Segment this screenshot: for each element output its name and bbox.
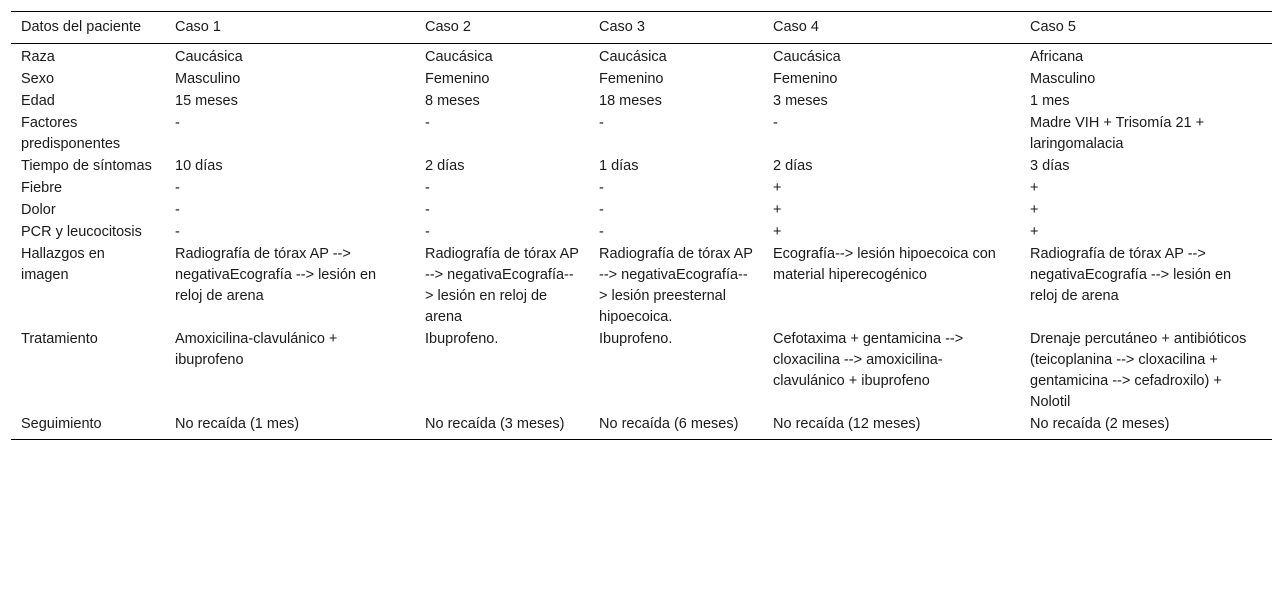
- table-cell: -: [425, 224, 430, 240]
- table-cell: Radiografía de tórax AP --> negativaEcografía--> lesión preesternal hipoecoica.: [599, 246, 753, 325]
- table-cell: Caucásica: [425, 49, 493, 65]
- table-cell: -: [175, 180, 180, 196]
- table-cell: Caucásica: [773, 49, 841, 65]
- table-cell: 1 días: [599, 158, 639, 174]
- table-cell: -: [599, 224, 604, 240]
- table-cell: Femenino: [425, 71, 490, 87]
- table-cell: Femenino: [599, 71, 664, 87]
- table-cell: -: [425, 180, 430, 196]
- table-cell: -: [599, 202, 604, 218]
- table-row: [11, 112, 1272, 155]
- header-case-3: Caso 3: [599, 19, 645, 35]
- table-cell: No recaída (3 meses): [425, 416, 565, 432]
- table-cell: 2 días: [773, 158, 813, 174]
- table-cell: +: [773, 180, 782, 196]
- header-case-5: Caso 5: [1030, 19, 1076, 35]
- table-row: [11, 90, 1272, 112]
- table-cell: 2 días: [425, 158, 465, 174]
- row-label: Fiebre: [21, 180, 63, 196]
- table-cell: Masculino: [1030, 71, 1096, 87]
- table-cell: Madre VIH + Trisomía 21 + laringomalacia: [1030, 115, 1205, 152]
- table-cell: No recaída (12 meses): [773, 416, 921, 432]
- row-label: PCR y leucocitosis: [21, 224, 142, 240]
- table-cell: Radiografía de tórax AP --> negativaEcografía --> lesión en reloj de arena: [175, 246, 377, 304]
- row-label: Sexo: [21, 71, 55, 87]
- table-row: [11, 177, 1272, 199]
- header-case-2: Caso 2: [425, 19, 471, 35]
- table-cell: 8 meses: [425, 93, 480, 109]
- table-row: [11, 328, 1272, 413]
- table-cell: +: [1030, 224, 1039, 240]
- table-cell: -: [175, 202, 180, 218]
- table-cell: -: [599, 115, 604, 131]
- table-cell: 18 meses: [599, 93, 662, 109]
- table-cell: 15 meses: [175, 93, 238, 109]
- row-label: Tiempo de síntomas: [21, 158, 152, 174]
- table-cell: Femenino: [773, 71, 838, 87]
- table-cell: Caucásica: [175, 49, 243, 65]
- header-case-1: Caso 1: [175, 19, 221, 35]
- table-cell: No recaída (1 mes): [175, 416, 300, 432]
- table-row: [11, 44, 1272, 69]
- table-cell: +: [1030, 180, 1039, 196]
- table-cell: Masculino: [175, 71, 241, 87]
- table-cell: No recaída (6 meses): [599, 416, 739, 432]
- row-label: Raza: [21, 49, 55, 65]
- row-label: Edad: [21, 93, 55, 109]
- table-cell: -: [773, 115, 778, 131]
- table-cell: +: [773, 224, 782, 240]
- table-cell: Radiografía de tórax AP --> negativaEcografía--> lesión en reloj de arena: [425, 246, 579, 325]
- table-cell: Africana: [1030, 49, 1084, 65]
- table-cell: Ibuprofeno.: [425, 331, 499, 347]
- table-cell: No recaída (2 meses): [1030, 416, 1170, 432]
- table-cell: Caucásica: [599, 49, 667, 65]
- table-cell: Drenaje percutáneo + antibióticos (teicoplanina --> cloxacilina + gentamicina --> cefadroxilo) + Nolotil: [1030, 331, 1247, 410]
- table-row: [11, 68, 1272, 90]
- row-label: Seguimiento: [21, 416, 102, 432]
- table-cell: Ibuprofeno.: [599, 331, 673, 347]
- table-header-row: [11, 12, 1272, 44]
- header-patient-data: Datos del paciente: [21, 19, 142, 35]
- table-cell: -: [175, 224, 180, 240]
- table-row: [11, 243, 1272, 328]
- table-cell: -: [425, 202, 430, 218]
- table-cell: Cefotaxima + gentamicina --> cloxacilina --> amoxicilina-clavulánico + ibuprofeno: [773, 331, 964, 389]
- table-cell: 3 meses: [773, 93, 828, 109]
- table-cell: -: [425, 115, 430, 131]
- table-cell: Amoxicilina-clavulánico + ibuprofeno: [175, 331, 338, 368]
- table-row: [11, 413, 1272, 440]
- table-cell: +: [773, 202, 782, 218]
- table-cell: -: [599, 180, 604, 196]
- row-label: Tratamiento: [21, 331, 98, 347]
- clinical-cases-table: [11, 11, 1272, 440]
- table-cell: 1 mes: [1030, 93, 1070, 109]
- row-label: Dolor: [21, 202, 56, 218]
- table-row: [11, 221, 1272, 243]
- header-case-4: Caso 4: [773, 19, 819, 35]
- table-cell: Ecografía--> lesión hipoecoica con material hiperecogénico: [773, 246, 996, 283]
- table-cell: -: [175, 115, 180, 131]
- table-cell: 10 días: [175, 158, 223, 174]
- table-cell: Radiografía de tórax AP --> negativaEcografía --> lesión en reloj de arena: [1030, 246, 1232, 304]
- table-row: [11, 155, 1272, 177]
- table-cell: 3 días: [1030, 158, 1070, 174]
- table-row: [11, 199, 1272, 221]
- row-label: Hallazgos en imagen: [21, 246, 105, 283]
- table-cell: +: [1030, 202, 1039, 218]
- row-label: Factores predisponentes: [21, 115, 121, 152]
